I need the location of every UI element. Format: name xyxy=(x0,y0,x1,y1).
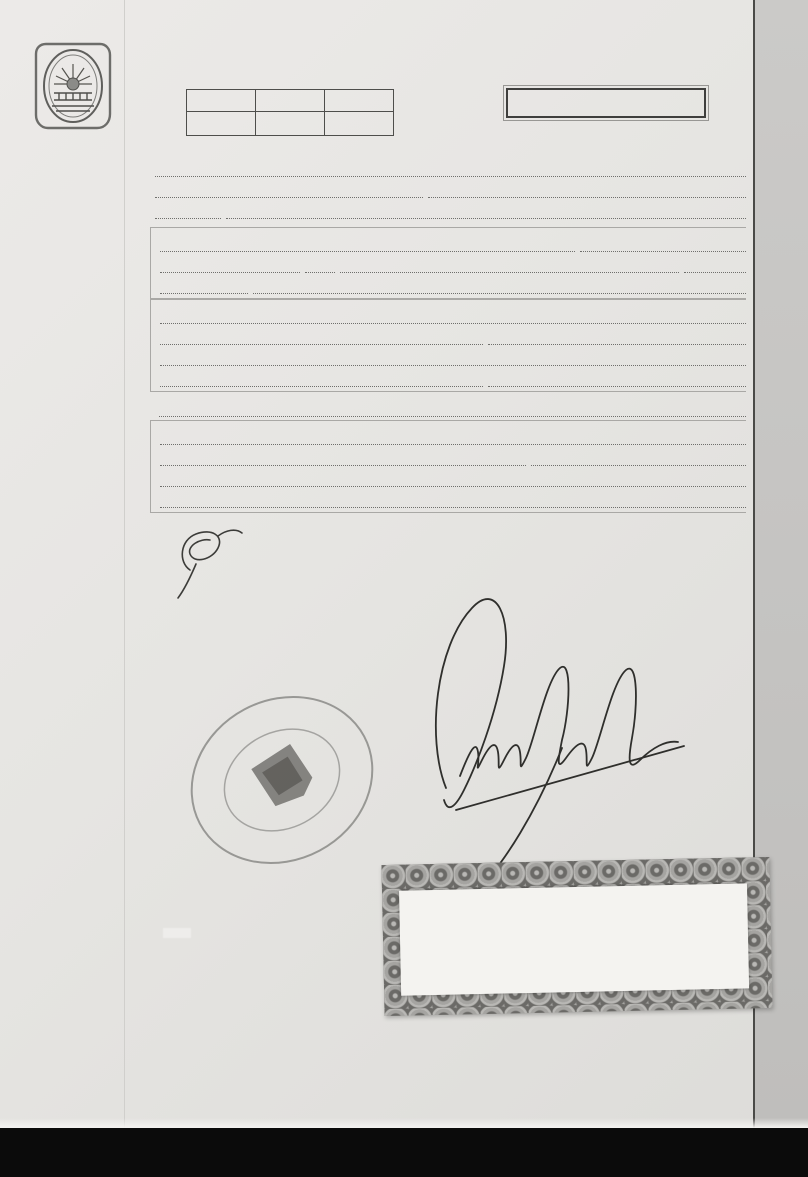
row-address xyxy=(155,466,746,487)
newborn-dni-value xyxy=(580,251,746,252)
declarant-capacity-value xyxy=(160,507,746,508)
serial-number-stamp xyxy=(163,928,191,938)
certifying-doctor-value xyxy=(160,444,746,445)
day-words-value xyxy=(155,197,423,198)
month-value xyxy=(428,197,746,198)
certificate-form xyxy=(150,156,746,519)
sex-value xyxy=(160,272,300,273)
declarant-address-value xyxy=(160,486,746,487)
surname-value xyxy=(159,416,746,417)
table-header-acta xyxy=(256,90,325,112)
row-capacity xyxy=(155,487,746,508)
section-padres xyxy=(150,299,746,392)
father-doc-value xyxy=(160,344,483,345)
scanner-footer-bar xyxy=(0,1128,808,1177)
row-surname xyxy=(150,392,746,420)
row-declarant xyxy=(155,445,746,466)
birth-place-value xyxy=(253,293,746,294)
table-value-acta xyxy=(256,112,325,136)
page-bottom-edge xyxy=(0,1118,808,1128)
row-birth-time-place xyxy=(155,273,746,294)
row-mother-name xyxy=(155,345,746,366)
newborn-name-value xyxy=(160,251,575,252)
form-row-inscription xyxy=(150,198,746,219)
section-declarante xyxy=(150,420,746,513)
sticker-white-label xyxy=(399,883,749,995)
birth-time-value xyxy=(160,293,248,294)
row-certificate xyxy=(155,424,746,445)
row-mother-doc xyxy=(155,366,746,387)
birth-year-value xyxy=(684,272,746,273)
declarant-signature xyxy=(166,524,261,602)
birth-month-value xyxy=(340,272,679,273)
declarant-doc-value xyxy=(531,465,746,466)
row-father-doc xyxy=(155,324,746,345)
row-father-name xyxy=(155,303,746,324)
birth-day-value xyxy=(305,272,335,273)
form-row-date xyxy=(150,177,746,198)
table-value-tomo xyxy=(187,112,256,136)
mother-name-value xyxy=(160,365,746,366)
year-value xyxy=(155,218,221,219)
dni-security-sticker xyxy=(381,857,772,1016)
father-nationality-value xyxy=(488,344,746,345)
place-of-registration-value xyxy=(155,176,746,177)
father-name-value xyxy=(160,323,746,324)
page-fold-line xyxy=(124,0,125,1128)
record-type-box xyxy=(506,88,706,118)
dni-barcode xyxy=(573,890,574,930)
row-sex-birthdate xyxy=(155,252,746,273)
official-signature xyxy=(412,588,712,898)
registry-round-seal xyxy=(182,688,382,878)
record-type-value xyxy=(226,218,746,219)
row-newborn-name xyxy=(155,231,746,252)
declarant-name-value xyxy=(160,465,526,466)
mother-nationality-value xyxy=(488,386,746,387)
mother-doc-value xyxy=(160,386,483,387)
table-value-anio xyxy=(325,112,394,136)
record-reference-table xyxy=(186,89,394,136)
section-nacido xyxy=(150,227,746,299)
table-header-tomo xyxy=(187,90,256,112)
form-row-en xyxy=(150,156,746,177)
province-emblem-logo xyxy=(32,40,114,132)
table-header-anio xyxy=(325,90,394,112)
